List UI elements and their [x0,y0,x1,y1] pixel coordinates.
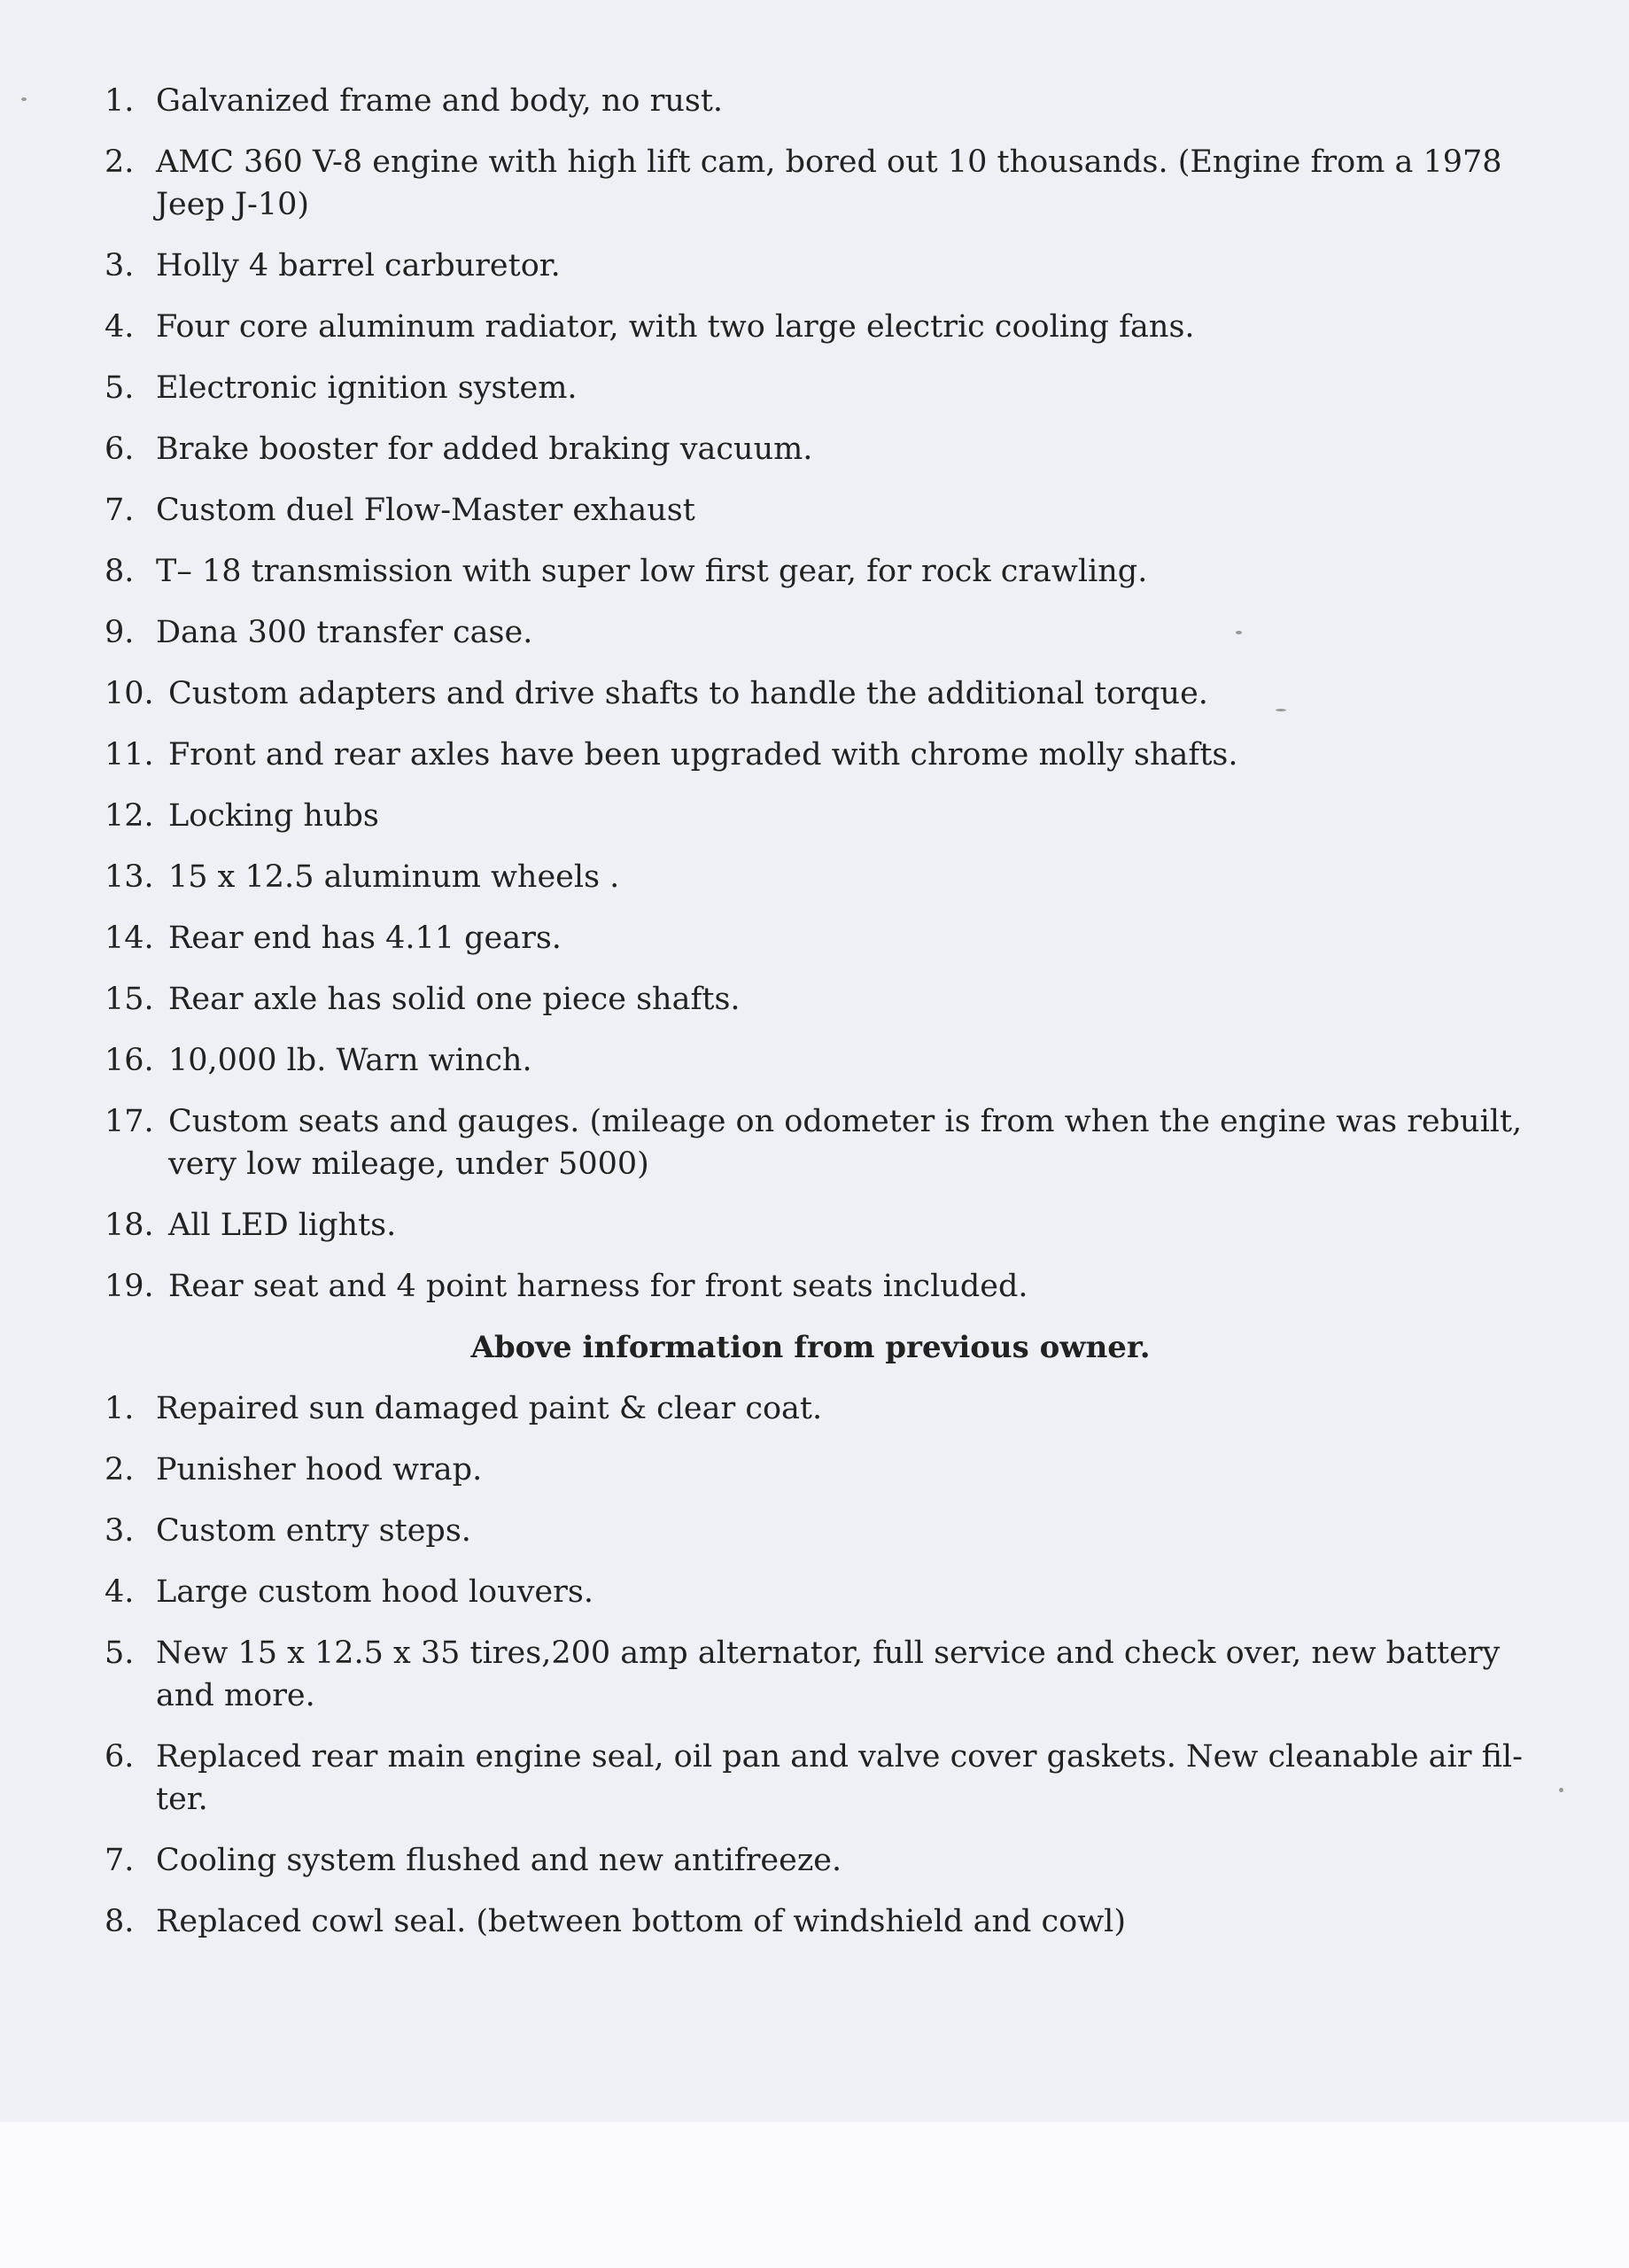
item-text: Custom seats and gauges. (mileage on odometer is from when the engine was rebuilt, very low mileage, under 5000) [168,1104,1523,1182]
item-text: Holly 4 barrel carburetor. [156,248,561,284]
item-number: 5. [105,1635,135,1671]
list-item [0,1449,1529,1491]
item-number: 3. [105,248,135,284]
item-number: 15. [105,982,154,1017]
item-text: Custom adapters and drive shafts to handle the additional torque. [168,676,1208,711]
owner-work-list [0,1387,1629,1943]
item-number: 16. [105,1043,154,1078]
item-number: 12. [105,798,154,834]
item-number: 4. [105,309,135,345]
item-text: Large custom hood louvers. [156,1574,593,1610]
item-text: Punisher hood wrap. [156,1452,483,1487]
item-text: New 15 x 12.5 x 35 tires,200 amp alternator, full service and check over, new battery and more. [156,1635,1501,1713]
item-number: 17. [105,1104,154,1139]
list-item [0,1100,1529,1185]
item-number: 7. [105,1843,135,1878]
item-text: Front and rear axles have been upgraded with chrome molly shafts. [168,737,1238,773]
list-item [0,611,1529,654]
item-number: 9. [105,615,135,650]
item-number: 19. [105,1269,154,1304]
item-text: T– 18 transmission with super low first gear, for rock crawling. [156,554,1148,589]
list-item [0,80,1529,122]
list-item [0,245,1529,287]
item-number: 7. [105,493,135,528]
item-number: 6. [105,1739,135,1775]
item-text: Brake booster for added braking vacuum. [156,431,813,467]
list-item [0,1039,1529,1082]
list-item [0,734,1529,776]
item-text: Repaired sun damaged paint & clear coat. [156,1391,823,1426]
item-text: Replaced cowl seal. (between bottom of windshield and cowl) [156,1904,1126,1939]
section-note: Above information from previous owner. [470,1330,1151,1365]
vehicle-features-list [0,80,1629,1308]
list-item [0,1736,1529,1821]
list-item [0,856,1529,898]
item-text: Locking hubs [168,798,379,834]
list-item [0,1632,1529,1717]
item-number: 18. [105,1208,154,1243]
item-text: Four core aluminum radiator, with two large electric cooling fans. [156,309,1195,345]
item-number: 3. [105,1513,135,1549]
item-text: Rear seat and 4 point harness for front seats included. [168,1269,1028,1304]
item-number: 8. [105,1904,135,1939]
item-text: Electronic ignition system. [156,370,578,406]
item-number: 14. [105,920,154,956]
item-text: Cooling system flushed and new antifreeze. [156,1843,842,1878]
item-number: 10. [105,676,154,711]
scan-margin [0,2122,1629,2268]
list-item [0,1900,1529,1943]
list-item [0,1387,1529,1430]
list-item [0,1265,1529,1308]
item-number: 5. [105,370,135,406]
list-item [0,978,1529,1021]
item-text: Replaced rear main engine seal, oil pan and valve cover gaskets. New cleanable air fil-ter. [156,1739,1523,1817]
item-number: 1. [105,83,135,119]
item-text: Custom entry steps. [156,1513,471,1549]
list-item [0,306,1529,348]
list-item [0,1204,1529,1247]
list-item [0,1510,1529,1552]
item-text: Dana 300 transfer case. [156,615,533,650]
item-text: 15 x 12.5 aluminum wheels . [168,859,620,895]
item-number: 11. [105,737,154,773]
item-number: 4. [105,1574,135,1610]
item-text: Rear end has 4.11 gears. [168,920,562,956]
list-item [0,550,1529,593]
item-number: 1. [105,1391,135,1426]
list-item [0,367,1529,409]
item-number: 8. [105,554,135,589]
item-text: AMC 360 V-8 engine with high lift cam, bored out 10 thousands. (Engine from a 1978 Jeep J-10) [156,144,1502,222]
item-number: 6. [105,431,135,467]
item-text: Custom duel Flow-Master exhaust [156,493,695,528]
list-item [0,489,1529,532]
item-text: 10,000 lb. Warn winch. [168,1043,532,1078]
item-number: 2. [105,1452,135,1487]
item-text: All LED lights. [168,1208,397,1243]
list-item [0,1571,1529,1613]
list-item [0,672,1529,715]
document-body [0,80,1629,1961]
item-text: Galvanized frame and body, no rust. [156,83,724,119]
item-text: Rear axle has solid one piece shafts. [168,982,741,1017]
list-item [0,428,1529,470]
item-number: 13. [105,859,154,895]
list-item [0,795,1529,837]
list-item [0,917,1529,959]
item-number: 2. [105,144,135,180]
list-item [0,141,1529,226]
list-item [0,1839,1529,1882]
